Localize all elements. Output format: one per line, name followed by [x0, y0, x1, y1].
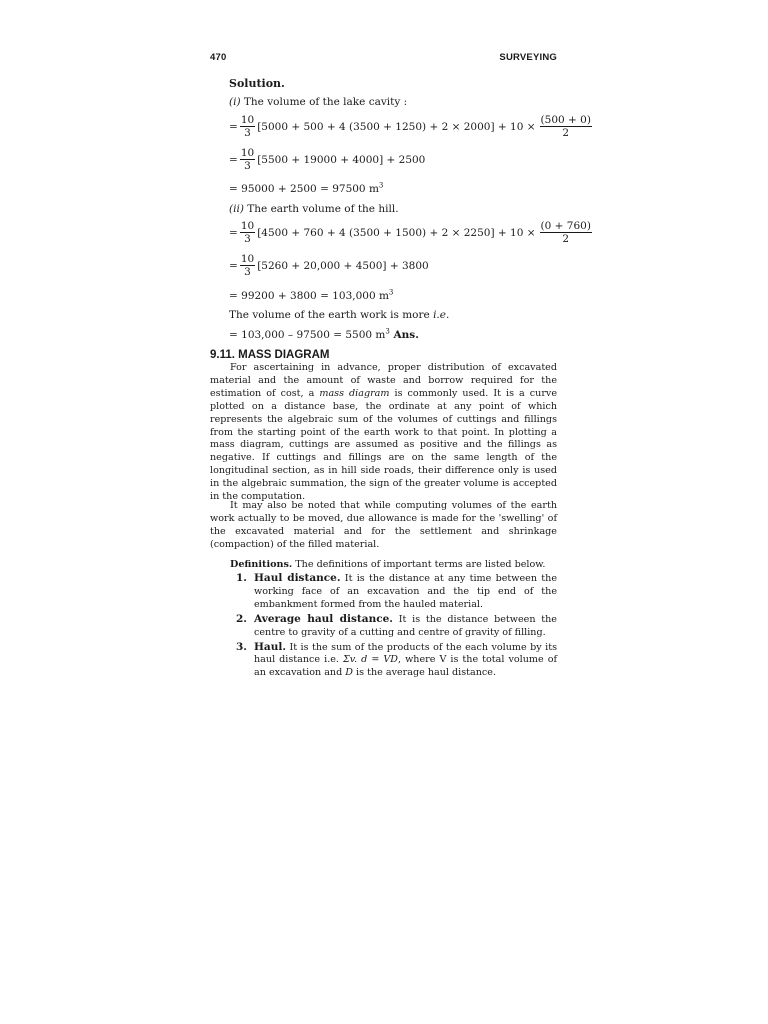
section-paragraph-2 [210, 500, 557, 552]
definition-text [254, 613, 557, 640]
eq4-fraction-2 [540, 220, 592, 245]
equation-4 [229, 220, 594, 245]
definition-text [254, 572, 557, 612]
eq2-equals: = [229, 153, 238, 166]
equation-5 [229, 253, 429, 278]
answer-label: Ans. [389, 329, 419, 341]
eq4-frac2-num: (0 + 760) [540, 220, 591, 232]
definition-formula: Σv. d = VD [343, 654, 399, 666]
equation-7 [229, 329, 419, 342]
definition-term: Haul. [254, 640, 287, 653]
eq5-frac-den: 3 [244, 266, 251, 278]
definition-body-c: is the average haul distance. [353, 667, 497, 679]
eq4-body: [4500 + 760 + 4 (3500 + 1500) + 2 × 2250] + 10 × [257, 226, 536, 239]
definition-number: 1. [236, 572, 247, 584]
eq1-frac2-den: 2 [562, 127, 570, 139]
eq1-body: [5000 + 500 + 4 (3500 + 1250) + 2 × 2000] + 10 × [257, 120, 536, 133]
eq1-fraction [240, 114, 255, 139]
eq6-sup: 3 [388, 288, 394, 297]
eq7-sup: 3 [385, 327, 390, 336]
definition-body: It is the distance between the centre to gravity of a cutting and centre of gravity of filling. [254, 613, 557, 638]
definition-item [236, 641, 557, 681]
eq4-frac-den: 3 [244, 233, 251, 245]
eq5-equals: = [229, 259, 238, 272]
eq4-frac-num: 10 [240, 220, 255, 232]
part-ii-text: The earth volume of the hill. [243, 203, 399, 215]
eq4-frac2-den: 2 [562, 233, 570, 245]
eq1-equals: = [229, 120, 238, 133]
running-title: SURVEYING [499, 52, 557, 63]
eq5-frac-num: 10 [240, 253, 255, 265]
part-ii-label: (ii) [229, 203, 244, 215]
eq5-body: [5260 + 20,000 + 4500] + 3800 [257, 259, 429, 272]
definition-number: 2. [236, 612, 247, 625]
para1-a: For ascertaining in advance, proper distribution of excavated material and the amount of waste and borrow required for the estimation of cost, a [210, 362, 557, 399]
definitions-intro-text: The definitions of important terms are listed below. [292, 559, 546, 570]
definitions-intro [210, 559, 557, 572]
solution-heading: Solution. [229, 77, 285, 90]
eq1-frac-num: 10 [240, 114, 255, 126]
eq4-equals: = [229, 226, 238, 239]
eq3-text: = 95000 + 2500 = 97500 m [229, 183, 379, 195]
section-paragraph-1 [210, 362, 557, 504]
para2-text: It may also be noted that while computing volumes of the earth work actually to be moved, due allowance is made for the 'swelling' of the excavated material and for the settlement and shrinkage (compaction) of the filled material. [210, 500, 557, 550]
part-ii-line [229, 203, 399, 216]
eq1-fraction-2 [540, 114, 592, 139]
equation-3 [229, 183, 383, 196]
section-title: 9.11. MASS DIAGRAM [210, 349, 330, 361]
definition-text [254, 641, 557, 681]
more-line [229, 309, 449, 322]
definition-item [236, 572, 557, 612]
equation-1 [229, 114, 594, 139]
eq2-fraction [240, 147, 255, 172]
definitions-heading: Definitions. [230, 559, 293, 570]
definition-term: Average haul distance. [254, 612, 393, 625]
definition-body: It is the distance at any time between the working face of an excavation and the tip end of the embankment formed from the hauled material. [254, 573, 557, 610]
definition-d-symbol: D [345, 667, 353, 679]
definition-number: 3. [236, 640, 247, 653]
eq3-sup: 3 [378, 181, 384, 190]
equation-2 [229, 147, 425, 172]
page-number: 470 [210, 52, 227, 63]
para1-b: is commonly used. It is a curve plotted on a distance base, the ordinate at any point of which represents the algebraic sum of the volumes of cuttings and fillings from the starting point of the earth work to that point. In plotting a mass diagram, cuttings are assumed as positive and the fillings as negative. If cuttings and fillings are on the same length of the longitudinal section, as in hill side roads, their difference only is used in the algebraic summation, the sign of the greater volume is accepted in the computation. [210, 387, 558, 503]
definition-body-a: It is the sum of the products of the each volume by its haul distance i.e. [254, 641, 557, 666]
eq1-frac-den: 3 [244, 127, 251, 139]
eq4-fraction [240, 220, 255, 245]
definitions-list [236, 572, 557, 681]
eq5-fraction [240, 253, 255, 278]
more-text: The volume of the earth work is more [229, 309, 434, 321]
para1-em: mass diagram [319, 387, 390, 399]
equation-6 [229, 290, 393, 303]
part-i-text: The volume of the lake cavity : [240, 96, 408, 108]
eq6-text: = 99200 + 3800 = 103,000 m [229, 290, 389, 302]
eq7-text: = 103,000 – 97500 = 5500 m [229, 329, 386, 341]
definition-item [236, 613, 557, 640]
eq2-frac-den: 3 [244, 160, 251, 172]
eq1-frac2-num: (500 + 0) [540, 114, 591, 126]
definition-term: Haul distance. [254, 572, 341, 584]
more-ie: i.e. [433, 309, 450, 321]
part-i-label: (i) [229, 96, 241, 108]
eq2-body: [5500 + 19000 + 4000] + 2500 [257, 153, 426, 166]
eq2-frac-num: 10 [240, 147, 255, 159]
definition-body-b: , where V is the total volume of an excavation and [254, 654, 558, 679]
part-i-line [229, 96, 407, 109]
